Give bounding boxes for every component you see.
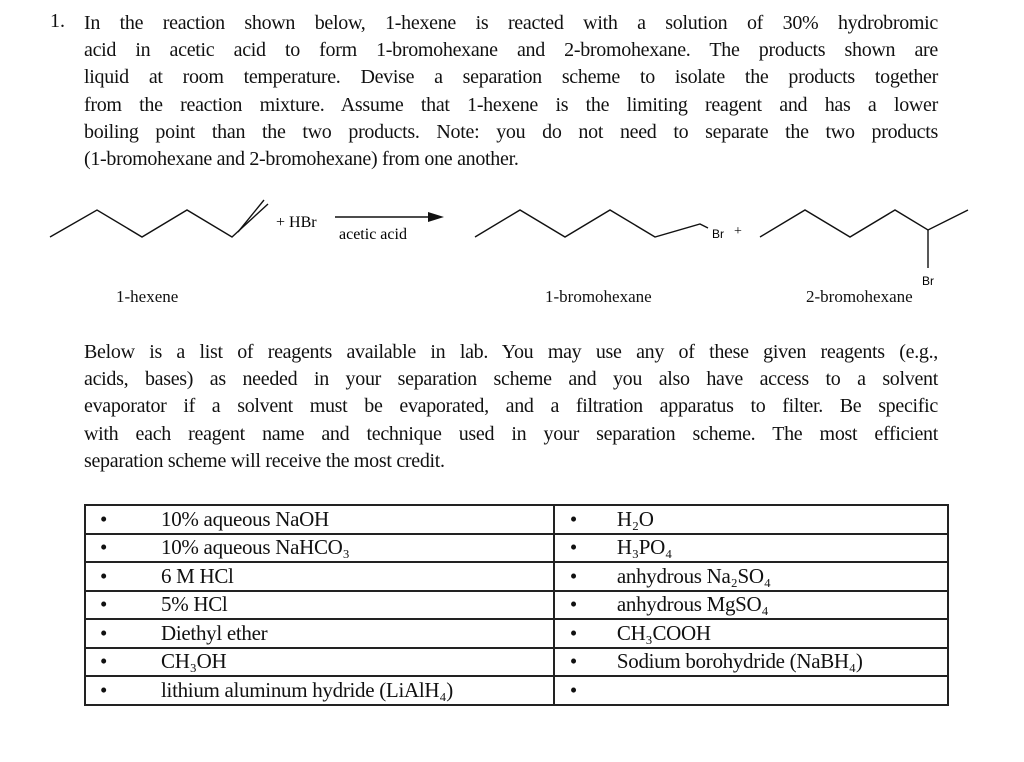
table-row (85, 591, 948, 620)
question-text-line: boiling point than the two products. Note: you do not need to separate the two products (84, 120, 938, 143)
reagent-name: Diethyl ether (161, 619, 554, 648)
question-number: 1. (50, 10, 65, 32)
bullet: • (554, 619, 616, 648)
bullet: • (554, 534, 616, 563)
double-bond-line (238, 200, 264, 232)
hexene-structure (50, 204, 268, 237)
reagent-name: Sodium borohydride (NaBH₄) (616, 648, 948, 677)
question-text-line: from the reaction mixture. Assume that 1-hexene is the limiting reagent and has a lower (84, 93, 938, 116)
reagent-name: 5% HCl (161, 591, 554, 620)
reagents-table (84, 504, 949, 706)
bullet: • (554, 562, 616, 591)
reagents-intro-line: Below is a list of reagents available in lab. You may use any of these given reagents (e.g., (84, 341, 938, 363)
bullet: • (85, 505, 161, 534)
bullet: • (554, 676, 616, 705)
table-row (85, 619, 948, 648)
arrow-head-icon (428, 212, 444, 222)
reagents-intro-line: separation scheme will receive the most credit. (84, 449, 445, 472)
bullet: • (554, 505, 616, 534)
table-row (85, 648, 948, 677)
reagents-intro (84, 339, 938, 475)
table-row (85, 676, 948, 705)
reagents-intro-line: evaporator if a solvent must be evaporated, and a filtration apparatus to filter. Be specific (84, 395, 938, 418)
plus-sign: + (734, 224, 742, 239)
bullet: • (554, 648, 616, 677)
reagent-name: H₃PO₄ (616, 534, 948, 563)
bullet: • (85, 619, 161, 648)
question-text-line: In the reaction shown below, 1-hexene is reacted with a solution of 30% hydrobromic (84, 12, 938, 34)
bullet: • (554, 591, 616, 620)
solvent-label: acetic acid (339, 226, 407, 243)
reagent-name: H₂O (616, 505, 948, 534)
label-1-hexene: 1-hexene (116, 287, 179, 306)
reagent-name: lithium aluminum hydride (LiAlH₄) (161, 676, 554, 705)
reagent-label: + HBr (276, 214, 317, 231)
br-label-2: Br (922, 274, 934, 288)
br-label-1: Br (712, 227, 724, 241)
bromohexane-1-structure (475, 210, 708, 237)
reagent-name: anhydrous MgSO₄ (616, 591, 948, 620)
table-row (85, 562, 948, 591)
reagent-name: CH₃OH (161, 648, 554, 677)
bullet: • (85, 591, 161, 620)
question-text-line: (1-bromohexane and 2-bromohexane) from one another. (84, 148, 519, 171)
reagent-name: 6 M HCl (161, 562, 554, 591)
reagent-name: anhydrous Na₂SO₄ (616, 562, 948, 591)
reagent-name: 10% aqueous NaHCO₃ (161, 534, 554, 563)
reagent-name: 10% aqueous NaOH (161, 505, 554, 534)
reagents-intro-line: with each reagent name and technique used in your separation scheme. The most efficient (84, 422, 938, 445)
reagent-name: CH₃COOH (616, 619, 948, 648)
reaction-scheme (0, 0, 1024, 320)
label-1-bromohexane: 1-bromohexane (545, 287, 652, 306)
reagent-name (616, 676, 948, 705)
table-row (85, 534, 948, 563)
bullet: • (85, 562, 161, 591)
bullet: • (85, 676, 161, 705)
bullet: • (85, 648, 161, 677)
table-row (85, 505, 948, 534)
label-2-bromohexane: 2-bromohexane (806, 287, 913, 306)
question-text-line: acid in acetic acid to form 1-bromohexane and 2-bromohexane. The products shown are (84, 39, 938, 62)
bromohexane-2-structure (760, 210, 968, 237)
question-text-line: liquid at room temperature. Devise a separation scheme to isolate the products together (84, 66, 938, 89)
bullet: • (85, 534, 161, 563)
reagents-intro-line: acids, bases) as needed in your separation scheme and you also have access to a solvent (84, 368, 938, 391)
